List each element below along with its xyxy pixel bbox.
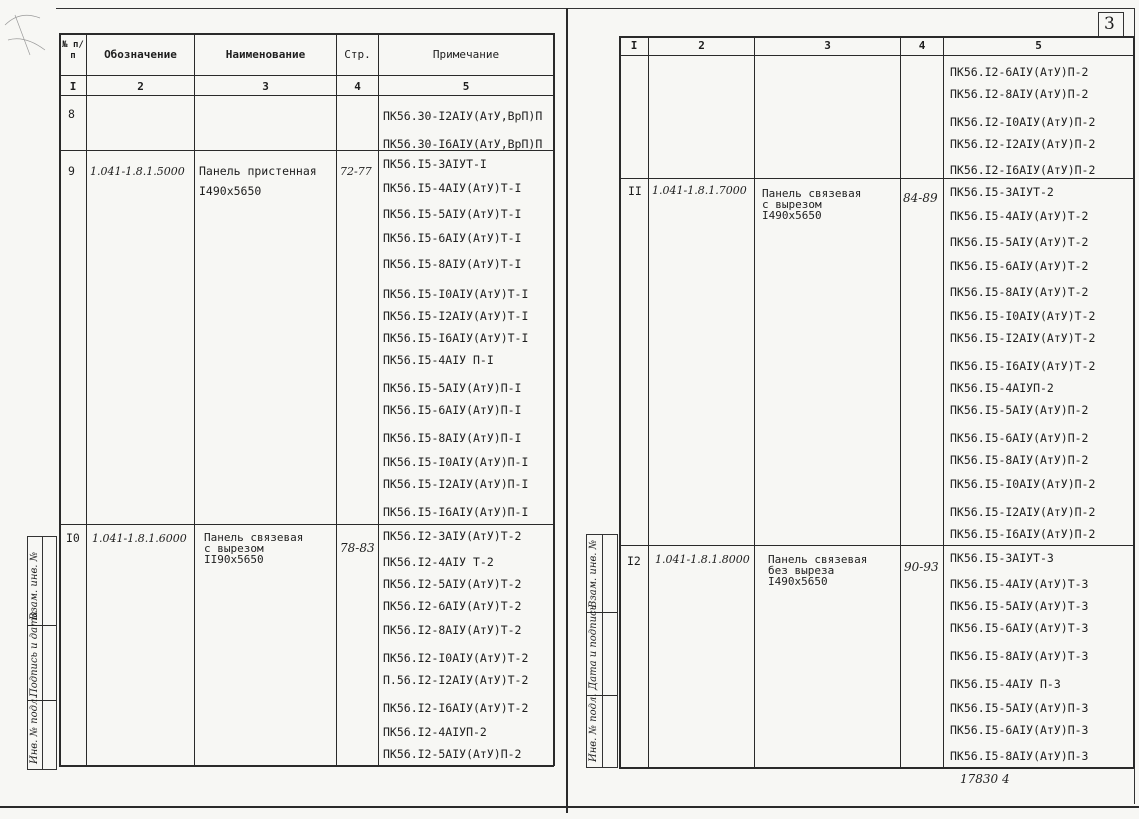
colnum-4: 4 [354,80,361,93]
note-item: ПК56.I5-I0AIУ(АтУ)П-I [383,455,529,469]
note-item: ПК56.I2-5AIУ(АтУ)Т-2 [383,577,522,591]
sheet-number: 3 [1104,14,1115,34]
note-item: ПК56.I5-6AIУ(АтУ)П-I [383,403,522,417]
colnum-4: 4 [918,39,926,52]
note-item: ПК56.I2-I0AIУ(АтУ)Т-2 [383,651,529,665]
colnum-5: 5 [1035,39,1042,52]
note-item: ПК56.I5-I6AIУ(АтУ)П-2 [950,527,1096,541]
note-item: ПК56.I5-4AIУ П-I [383,353,494,367]
row-pages: 84-89 [903,191,938,205]
note-item: ПК56.I5-I0AIУ(АтУ)Т-2 [950,309,1096,323]
stamp-label: Взам. инв. № [29,551,40,620]
row-name-line: с вырезом [762,198,822,211]
note-item: П.56.I2-I2AIУ(АтУ)Т-2 [383,673,529,687]
row-number: 8 [68,107,75,121]
row-name-line: Панель связевая [768,553,868,566]
note-item: ПК56.I5-4AIУ(АтУ)Т-3 [950,577,1089,591]
note-item: ПК56.I5-3AIУТ-I [383,157,487,171]
stamp-label: Дата и подпись [588,604,599,690]
row-pages: 72-77 [340,165,372,178]
note-item: ПК56.I5-I6AIУ(АтУ)П-I [383,505,529,519]
note-item: ПК56.I5-I2AIУ(АтУ)Т-2 [950,331,1096,345]
note-item: ПК56.I2-8AIУ(АтУ)Т-2 [383,623,522,637]
note-item: ПК56.I2-4AIУ Т-2 [383,555,494,569]
note-item: ПК56.I5-6AIУ(АтУ)Т-2 [950,259,1089,273]
note-item: ПК56.I2-I0AIУ(АтУ)П-2 [950,115,1096,129]
note-item: ПК56.I5-5AIУ(АтУ)П-2 [950,403,1089,417]
row-pages: 78-83 [340,541,375,555]
note-item: ПК56.I5-I2AIУ(АтУ)П-I [383,477,529,491]
note-item: ПК56.I5-5AIУ(АтУ)Т-2 [950,235,1089,249]
note-item: ПК56.I5-4AIУ(АтУ)Т-I [383,181,522,195]
colnum-5: 5 [462,80,470,93]
header-number: № п/п [62,40,84,61]
header-pages: Стр. [344,48,371,61]
note-item: ПК56.I5-8AIУ(АтУ)П-2 [950,453,1089,467]
row-designation: 1.041-1.8.1.5000 [90,165,185,178]
colnum-2: 2 [137,80,144,93]
row-name-line: Панель пристенная [199,164,317,178]
row-name-line: Панель связевая [204,531,304,544]
note-item: ПК56.I5-5AIУ(АтУ)Т-I [383,207,522,221]
note-item: ПК56.I2-3AIУ(АтУ)Т-2 [383,529,522,543]
note-item: ПК56.I2-I6AIУ(АтУ)П-2 [950,163,1096,177]
row-name-line: I490x5650 [199,184,262,198]
colnum-3: 3 [262,80,269,93]
stamp-label: Инв. № подл. [29,695,40,764]
row-name-line: с вырезом [204,542,264,555]
note-item: ПК56.I5-8AIУ(АтУ)Т-2 [950,285,1089,299]
note-item: ПК56.I5-I2AIУ(АтУ)П-2 [950,505,1096,519]
note-item: ПК56.I5-6AIУ(АтУ)П-3 [950,723,1089,737]
note-item: ПК56.I5-5AIУ(АтУ)П-I [383,381,522,395]
row-number: 9 [68,164,75,178]
stamp-label: Инв. № подл. [588,693,599,762]
note-item: ПК56.I2-6AIУ(АтУ)Т-2 [383,599,522,613]
colnum-1: I [630,39,638,52]
note-item: ПК56.I5-4AIУ(АтУ)Т-2 [950,209,1089,223]
row-designation: 1.041-1.8.1.6000 [92,532,187,545]
note-item: ПК56.I5-8AIУ(АтУ)Т-I [383,257,522,271]
row-name-line: I490x5650 [768,575,828,588]
note-item: ПК56.I5-I6AIУ(АтУ)Т-2 [950,359,1096,373]
fold-line [566,8,568,813]
note-item: ПК56.I5-6AIУ(АтУ)П-2 [950,431,1089,445]
note-item: ПК56.I5-I0AIУ(АтУ)Т-I [383,287,529,301]
bottom-edge [0,806,1139,808]
header-name: Наименование [225,48,306,61]
colnum-3: 3 [824,39,831,52]
stamp-label: Взам. инв. № [588,539,599,608]
row-number: I0 [66,531,80,545]
note-item: ПК56.I5-4AIУП-2 [950,381,1054,395]
row-name-line: без выреза [768,564,835,577]
note-item: ПК56.30-I2AIУ(АтУ,ВрП)П [383,109,543,123]
row-name-line: I490x5650 [762,209,822,222]
note-item: ПК56.I5-8AIУ(АтУ)Т-3 [950,649,1089,663]
row-name-line: Панель связевая [762,187,862,200]
note-item: ПК56.I2-8AIУ(АтУ)П-2 [950,87,1089,101]
note-item: ПК56.I5-5AIУ(АтУ)Т-3 [950,599,1089,613]
note-item: ПК56.I5-5AIУ(АтУ)П-3 [950,701,1089,715]
note-item: ПК56.I2-I6AIУ(АтУ)Т-2 [383,701,529,715]
note-item: ПК56.I5-3AIУТ-3 [950,551,1054,565]
scan-smudge [0,0,60,70]
header-note: Примечание [432,48,500,61]
colnum-2: 2 [698,39,705,52]
row-name-line: II90x5650 [204,553,264,566]
note-item: ПК56.I5-I6AIУ(АтУ)Т-I [383,331,529,345]
colnum-1: I [69,80,77,93]
note-item: ПК56.I5-6AIУ(АтУ)Т-3 [950,621,1089,635]
header-designation: Обозначение [104,48,177,61]
row-designation: 1.041-1.8.1.8000 [655,553,750,566]
note-item: ПК56.I5-8AIУ(АтУ)П-I [383,431,522,445]
note-item: ПК56.30-I6AIУ(АтУ,ВрП)П [383,137,543,151]
row-number: II [628,184,642,198]
note-item: ПК56.I2-5AIУ(АтУ)П-2 [383,747,522,761]
archive-code: 17830 4 [960,772,1010,786]
note-item: ПК56.I5-3AIУТ-2 [950,185,1054,199]
note-item: ПК56.I5-8AIУ(АтУ)П-3 [950,749,1089,763]
note-item: ПК56.I5-6AIУ(АтУ)Т-I [383,231,522,245]
note-item: ПК56.I5-4AIУ П-3 [950,677,1061,691]
note-item: ПК56.I2-4AIУП-2 [383,725,487,739]
note-item: ПК56.I5-I0AIУ(АтУ)П-2 [950,477,1096,491]
row-number: I2 [627,554,641,568]
note-item: ПК56.I2-I2AIУ(АтУ)П-2 [950,137,1096,151]
row-designation: 1.041-1.8.1.7000 [652,184,747,197]
row-pages: 90-93 [904,560,939,574]
note-item: ПК56.I2-6AIУ(АтУ)П-2 [950,65,1089,79]
stamp-label: Подпись и дата [29,611,40,697]
note-item: ПК56.I5-I2AIУ(АтУ)Т-I [383,309,529,323]
